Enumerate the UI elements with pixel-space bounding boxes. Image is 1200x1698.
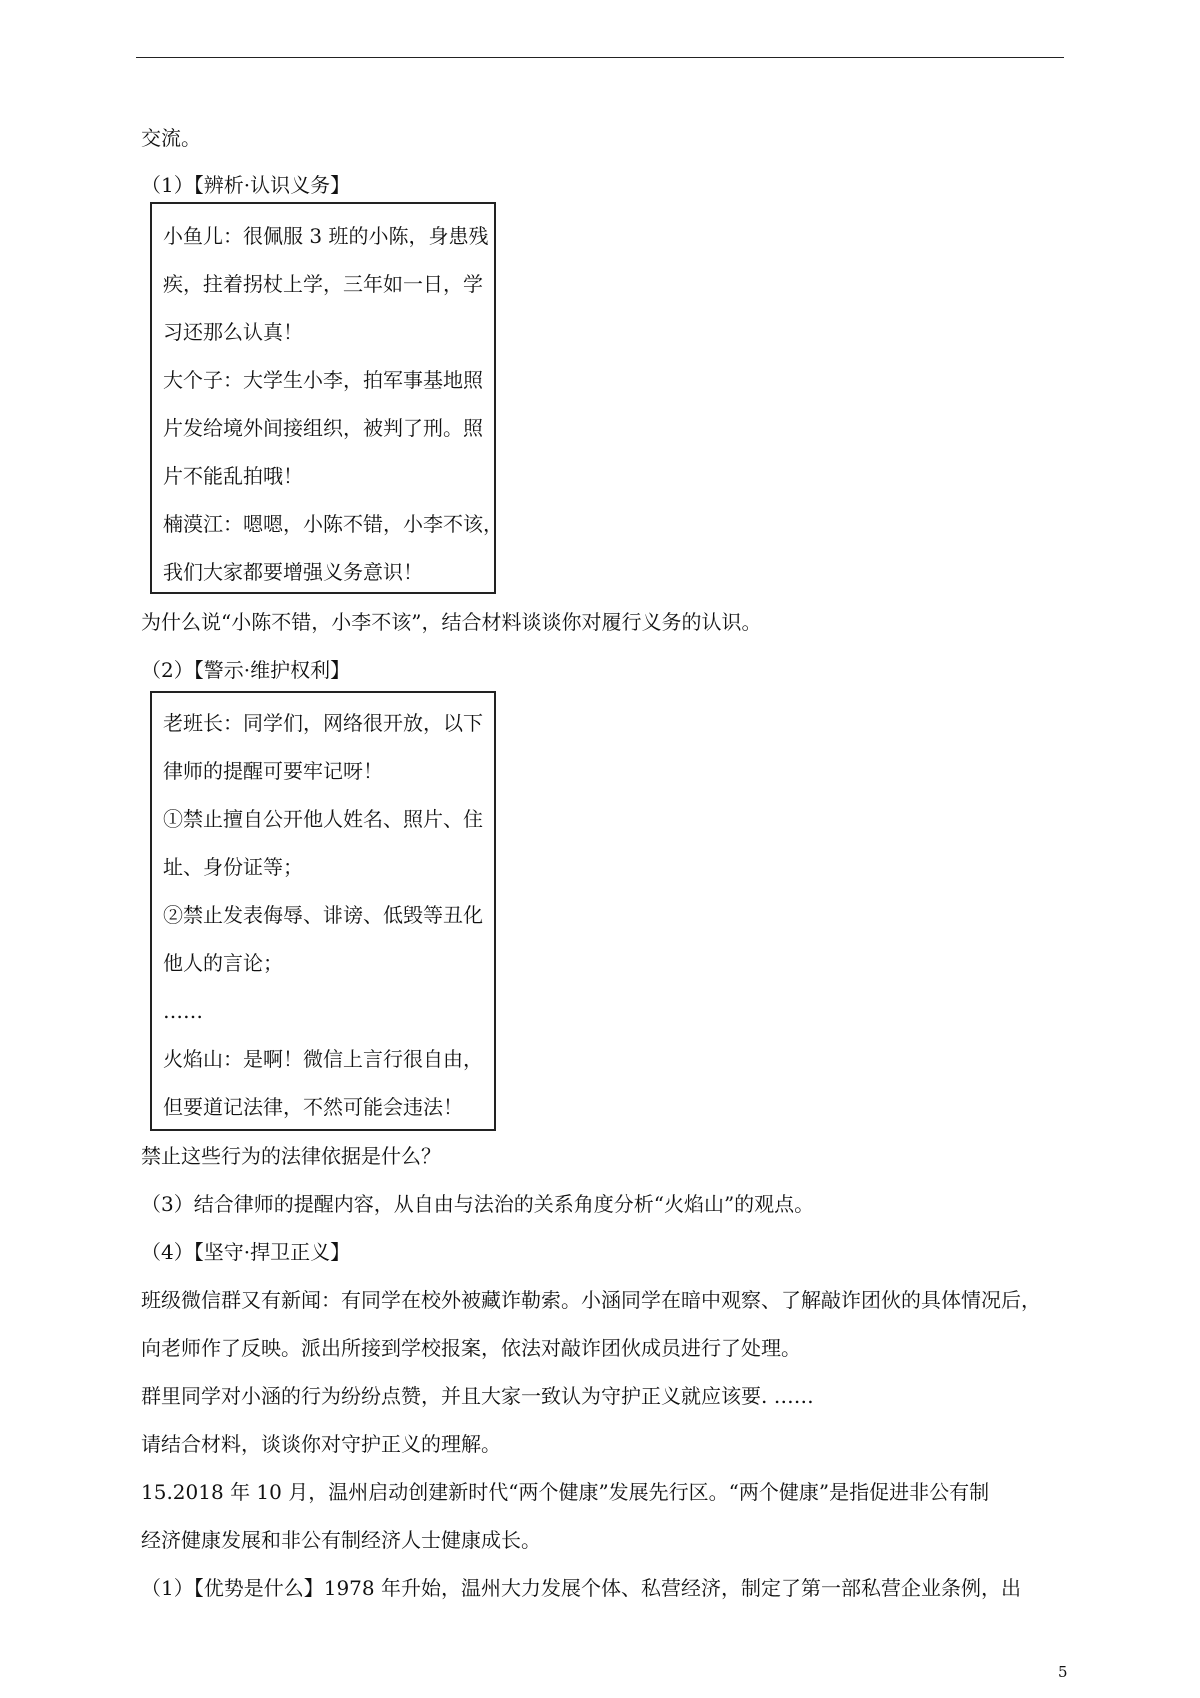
box-line: 律师的提醒可要牢记呀！ xyxy=(163,759,383,783)
box-line: ②禁止发表侮辱、诽谤、低毁等丑化 xyxy=(163,903,483,927)
box-line: 习还那么认真！ xyxy=(163,320,303,344)
question-text: 请结合材料，谈谈你对守护正义的理解。 xyxy=(141,1432,501,1456)
section-heading: （2）【警示·维护权利】 xyxy=(141,658,351,682)
text-line: 15.2018 年 10 月，温州启动创建新时代“两个健康”发展先行区。“两个健康”是指促进非公有制 xyxy=(141,1480,990,1504)
box-line: 片不能乱拍哦！ xyxy=(163,464,303,488)
text-line: 经济健康发展和非公有制经济人士健康成长。 xyxy=(141,1528,541,1552)
text-line: 群里同学对小涵的行为纷纷点赞，并且大家一致认为守护正义就应该要. …… xyxy=(141,1384,814,1408)
box-line: 楠漠江：嗯嗯，小陈不错，小李不该， xyxy=(163,512,503,536)
box-line: 址、身份证等； xyxy=(163,855,303,879)
section-heading: （4）【坚守·捍卫正义】 xyxy=(141,1240,351,1264)
text-line: 向老师作了反映。派出所接到学校报案，依法对敲诈团伙成员进行了处理。 xyxy=(141,1336,801,1360)
question-text: （3）结合律师的提醒内容，从自由与法治的关系角度分析“火焰山”的观点。 xyxy=(141,1192,815,1216)
page-number: 5 xyxy=(1058,1663,1068,1681)
box-line: 但要道记法律，不然可能会违法！ xyxy=(163,1095,463,1119)
box-line: …… xyxy=(163,999,203,1023)
box-line: 他人的言论； xyxy=(163,951,283,975)
box-line: 大个子：大学生小李，拍军事基地照 xyxy=(163,368,483,392)
dialogue-box-1 xyxy=(150,202,503,594)
text-line: 班级微信群又有新闻：有同学在校外被藏诈勒索。小涵同学在暗中观察、了解敲诈团伙的具体情况后， xyxy=(141,1288,1041,1312)
box-line: 片发给境外间接组织，被判了刑。照 xyxy=(163,416,483,440)
text-line: 交流。 xyxy=(141,126,201,150)
box-line: 火焰山：是啊！微信上言行很自由， xyxy=(163,1047,483,1071)
dialogue-box-2 xyxy=(150,691,496,1131)
header-rule xyxy=(136,57,1064,58)
question-text: 禁止这些行为的法律依据是什么？ xyxy=(141,1144,441,1168)
box-line: 老班长：同学们，网络很开放，以下 xyxy=(163,711,483,735)
box-line: 疾，拄着拐杖上学，三年如一日，学 xyxy=(163,272,483,296)
box-line: ①禁止擅自公开他人姓名、照片、住 xyxy=(163,807,483,831)
question-text: 为什么说“小陈不错，小李不该”，结合材料谈谈你对履行义务的认识。 xyxy=(141,610,762,634)
box-line: 我们大家都要增强义务意识！ xyxy=(163,560,423,584)
box-line: 小鱼儿：很佩服 3 班的小陈，身患残 xyxy=(163,224,489,248)
section-heading: （1）【辨析·认识义务】 xyxy=(141,173,351,197)
text-line: （1）【优势是什么】1978 年升始，温州大力发展个体、私营经济，制定了第一部私营企业条例，出 xyxy=(141,1576,1021,1600)
